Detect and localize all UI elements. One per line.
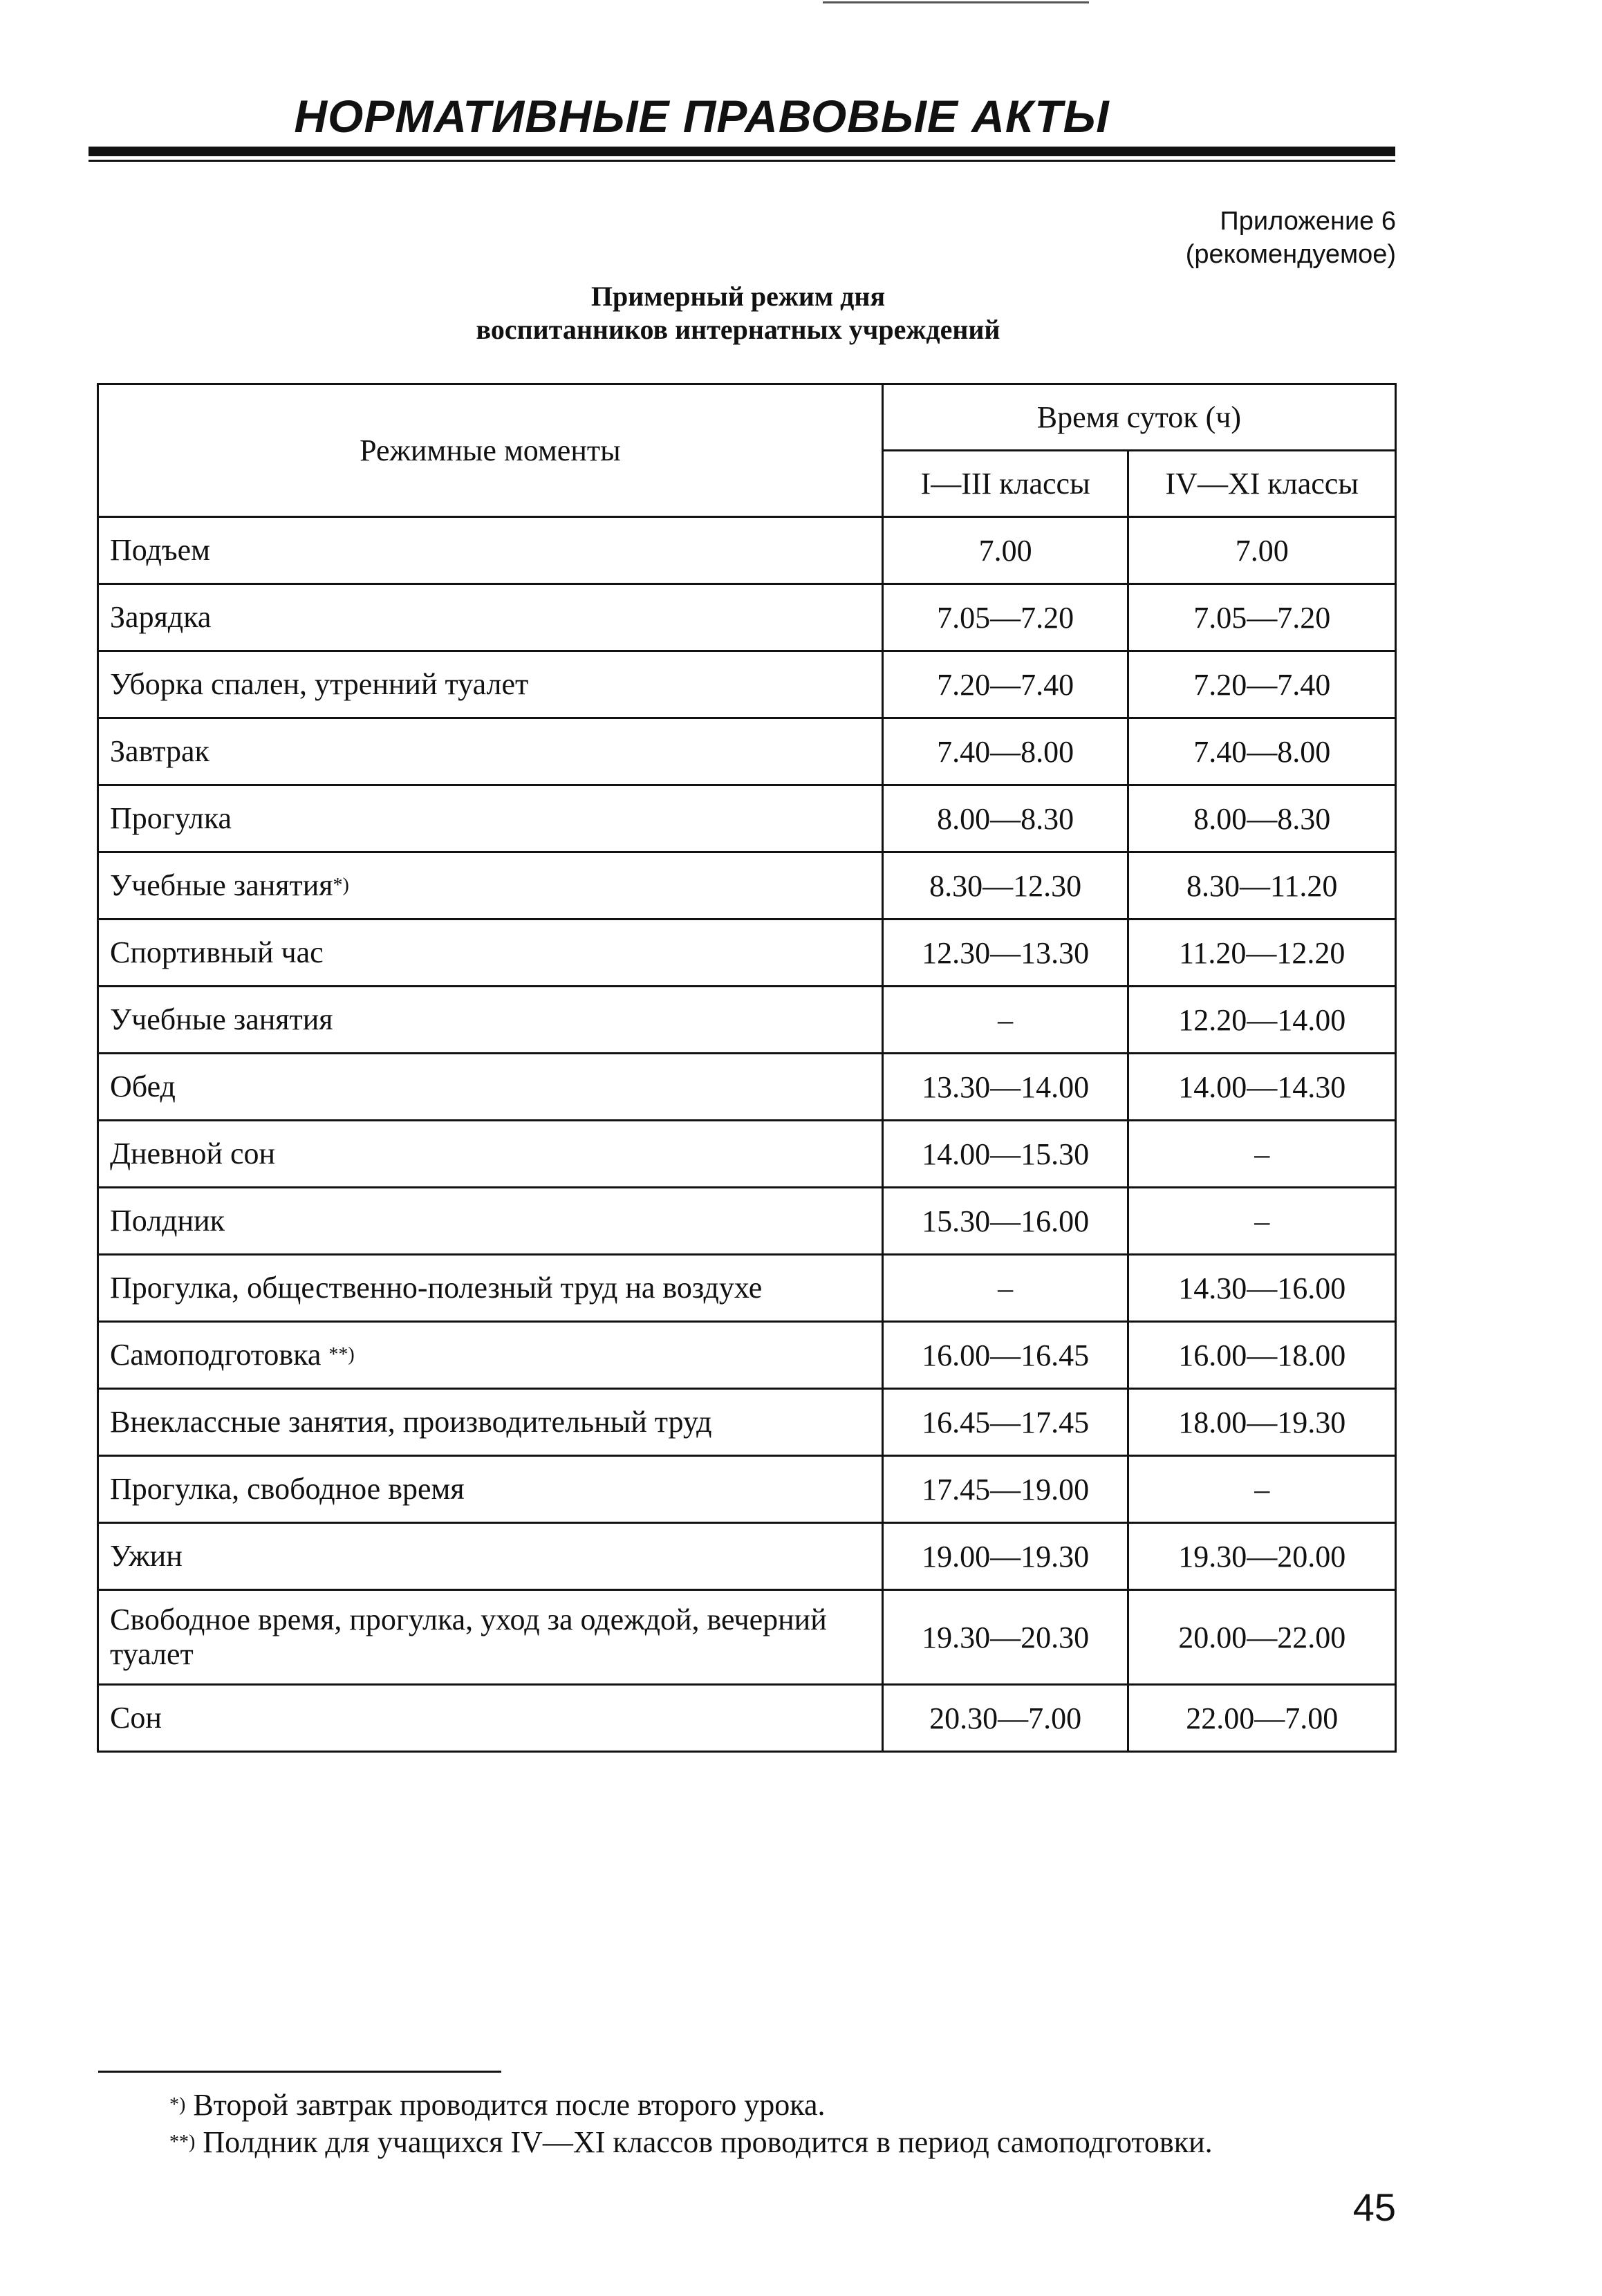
activity-cell	[98, 517, 883, 584]
activity-cell	[98, 1121, 883, 1188]
time-cell-grades-4-11: 7.00	[1128, 517, 1396, 584]
time-cell-grades-4-11: 16.00—18.00	[1128, 1322, 1396, 1389]
activity-cell	[98, 987, 883, 1054]
table-row	[98, 1322, 1396, 1389]
footnote-rule	[98, 2071, 501, 2073]
activity-text: Прогулка	[110, 801, 232, 835]
table-row	[98, 584, 1396, 651]
time-cell-grades-1-3: 15.30—16.00	[882, 1188, 1128, 1255]
activity-cell	[98, 920, 883, 987]
footnote-2	[169, 2124, 1213, 2161]
footnote-marker: **)	[169, 2131, 196, 2153]
table-row	[98, 651, 1396, 718]
time-cell-grades-1-3: 17.45—19.00	[882, 1456, 1128, 1523]
header-activity: Режимные моменты	[98, 384, 883, 517]
time-cell-grades-1-3: 7.20—7.40	[882, 651, 1128, 718]
schedule-table	[97, 383, 1397, 1753]
activity-cell	[98, 718, 883, 785]
time-cell-grades-4-11: 11.20—12.20	[1128, 920, 1396, 987]
activity-cell	[98, 852, 883, 920]
activity-text: Спортивный час	[110, 935, 324, 969]
activity-text: Внеклассные занятия, производительный труд	[110, 1405, 712, 1439]
activity-cell	[98, 1188, 883, 1255]
time-cell-grades-1-3: 14.00—15.30	[882, 1121, 1128, 1188]
table-row	[98, 1188, 1396, 1255]
section-title: НОРМАТИВНЫЕ ПРАВОВЫЕ АКТЫ	[294, 91, 1110, 142]
activity-text: Прогулка, свободное время	[110, 1472, 465, 1506]
table-row	[98, 1255, 1396, 1322]
activity-cell	[98, 1322, 883, 1389]
table-row	[98, 1456, 1396, 1523]
footnote-1	[169, 2087, 1213, 2124]
activity-text: Завтрак	[110, 734, 209, 768]
time-cell-grades-4-11: –	[1128, 1121, 1396, 1188]
time-cell-grades-1-3: –	[882, 1255, 1128, 1322]
activity-text: Обед	[110, 1070, 176, 1103]
table-row	[98, 1685, 1396, 1752]
table-title-line1: Примерный режим дня	[590, 281, 886, 312]
appendix-status: (рекомендуемое)	[1185, 240, 1396, 269]
activity-text: Подъем	[110, 533, 211, 567]
time-cell-grades-1-3: 16.45—17.45	[882, 1389, 1128, 1456]
activity-cell	[98, 584, 883, 651]
activity-cell	[98, 1590, 883, 1685]
activity-cell	[98, 785, 883, 852]
time-cell-grades-4-11: 14.30—16.00	[1128, 1255, 1396, 1322]
header-rule-thin	[89, 160, 1395, 162]
activity-cell	[98, 651, 883, 718]
activity-text: Уборка спален, утренний туалет	[110, 667, 529, 701]
activity-text: Свободное время, прогулка, уход за одеждой, вечерний туалет	[110, 1603, 827, 1671]
table-row	[98, 1523, 1396, 1590]
footnotes	[169, 2087, 1213, 2161]
time-cell-grades-1-3: 8.30—12.30	[882, 852, 1128, 920]
activity-cell	[98, 1685, 883, 1752]
activity-text: Учебные занятия	[110, 1002, 333, 1036]
time-cell-grades-4-11: –	[1128, 1188, 1396, 1255]
activity-text: Зарядка	[110, 600, 212, 634]
time-cell-grades-1-3: 7.40—8.00	[882, 718, 1128, 785]
time-cell-grades-4-11: 7.40—8.00	[1128, 718, 1396, 785]
table-row	[98, 1389, 1396, 1456]
time-cell-grades-1-3: –	[882, 987, 1128, 1054]
appendix-number: Приложение 6	[1220, 207, 1396, 236]
time-cell-grades-1-3: 12.30—13.30	[882, 920, 1128, 987]
activity-cell	[98, 1054, 883, 1121]
footnote-marker: **)	[328, 1344, 355, 1365]
header-time-of-day: Время суток (ч)	[882, 384, 1395, 451]
table-row	[98, 785, 1396, 852]
header-grades-4-11: IV—XI классы	[1128, 451, 1396, 517]
footnote-text: Второй завтрак проводится после второго урока.	[185, 2088, 826, 2122]
footnote-text: Полдник для учащихся IV—XI классов проводится в период самоподготовки.	[195, 2125, 1213, 2159]
footnote-marker: *)	[333, 875, 349, 896]
time-cell-grades-1-3: 16.00—16.45	[882, 1322, 1128, 1389]
table-title-line2: воспитанников интернатных учреждений	[476, 314, 1000, 345]
time-cell-grades-1-3: 19.00—19.30	[882, 1523, 1128, 1590]
table-row	[98, 1590, 1396, 1685]
activity-text: Прогулка, общественно-полезный труд на воздухе	[110, 1271, 763, 1305]
activity-text: Ужин	[110, 1539, 183, 1573]
table-row	[98, 987, 1396, 1054]
table-row	[98, 1121, 1396, 1188]
activity-cell	[98, 1523, 883, 1590]
time-cell-grades-1-3: 19.30—20.30	[882, 1590, 1128, 1685]
time-cell-grades-1-3: 20.30—7.00	[882, 1685, 1128, 1752]
activity-text: Учебные занятия	[110, 868, 333, 902]
header-grades-1-3: I—III классы	[882, 451, 1128, 517]
activity-cell	[98, 1456, 883, 1523]
time-cell-grades-1-3: 7.00	[882, 517, 1128, 584]
table-title	[0, 280, 1476, 346]
table-row	[98, 1054, 1396, 1121]
time-cell-grades-4-11: –	[1128, 1456, 1396, 1523]
table-row	[98, 517, 1396, 584]
time-cell-grades-4-11: 12.20—14.00	[1128, 987, 1396, 1054]
activity-cell	[98, 1255, 883, 1322]
time-cell-grades-4-11: 18.00—19.30	[1128, 1389, 1396, 1456]
activity-text: Дневной сон	[110, 1137, 276, 1170]
time-cell-grades-4-11: 8.30—11.20	[1128, 852, 1396, 920]
footnote-marker: *)	[169, 2094, 186, 2116]
time-cell-grades-1-3: 8.00—8.30	[882, 785, 1128, 852]
time-cell-grades-1-3: 7.05—7.20	[882, 584, 1128, 651]
top-rule	[823, 1, 1089, 3]
appendix-label	[1186, 205, 1396, 271]
time-cell-grades-4-11: 7.05—7.20	[1128, 584, 1396, 651]
header-rule	[89, 147, 1395, 156]
time-cell-grades-4-11: 7.20—7.40	[1128, 651, 1396, 718]
time-cell-grades-1-3: 13.30—14.00	[882, 1054, 1128, 1121]
time-cell-grades-4-11: 20.00—22.00	[1128, 1590, 1396, 1685]
table-row	[98, 920, 1396, 987]
activity-text: Сон	[110, 1701, 162, 1735]
table-row	[98, 852, 1396, 920]
table-row	[98, 718, 1396, 785]
time-cell-grades-4-11: 22.00—7.00	[1128, 1685, 1396, 1752]
activity-text: Полдник	[110, 1204, 225, 1238]
page-number: 45	[1352, 2185, 1396, 2229]
activity-text: Самоподготовка	[110, 1338, 329, 1372]
time-cell-grades-4-11: 14.00—14.30	[1128, 1054, 1396, 1121]
time-cell-grades-4-11: 19.30—20.00	[1128, 1523, 1396, 1590]
time-cell-grades-4-11: 8.00—8.30	[1128, 785, 1396, 852]
activity-cell	[98, 1389, 883, 1456]
